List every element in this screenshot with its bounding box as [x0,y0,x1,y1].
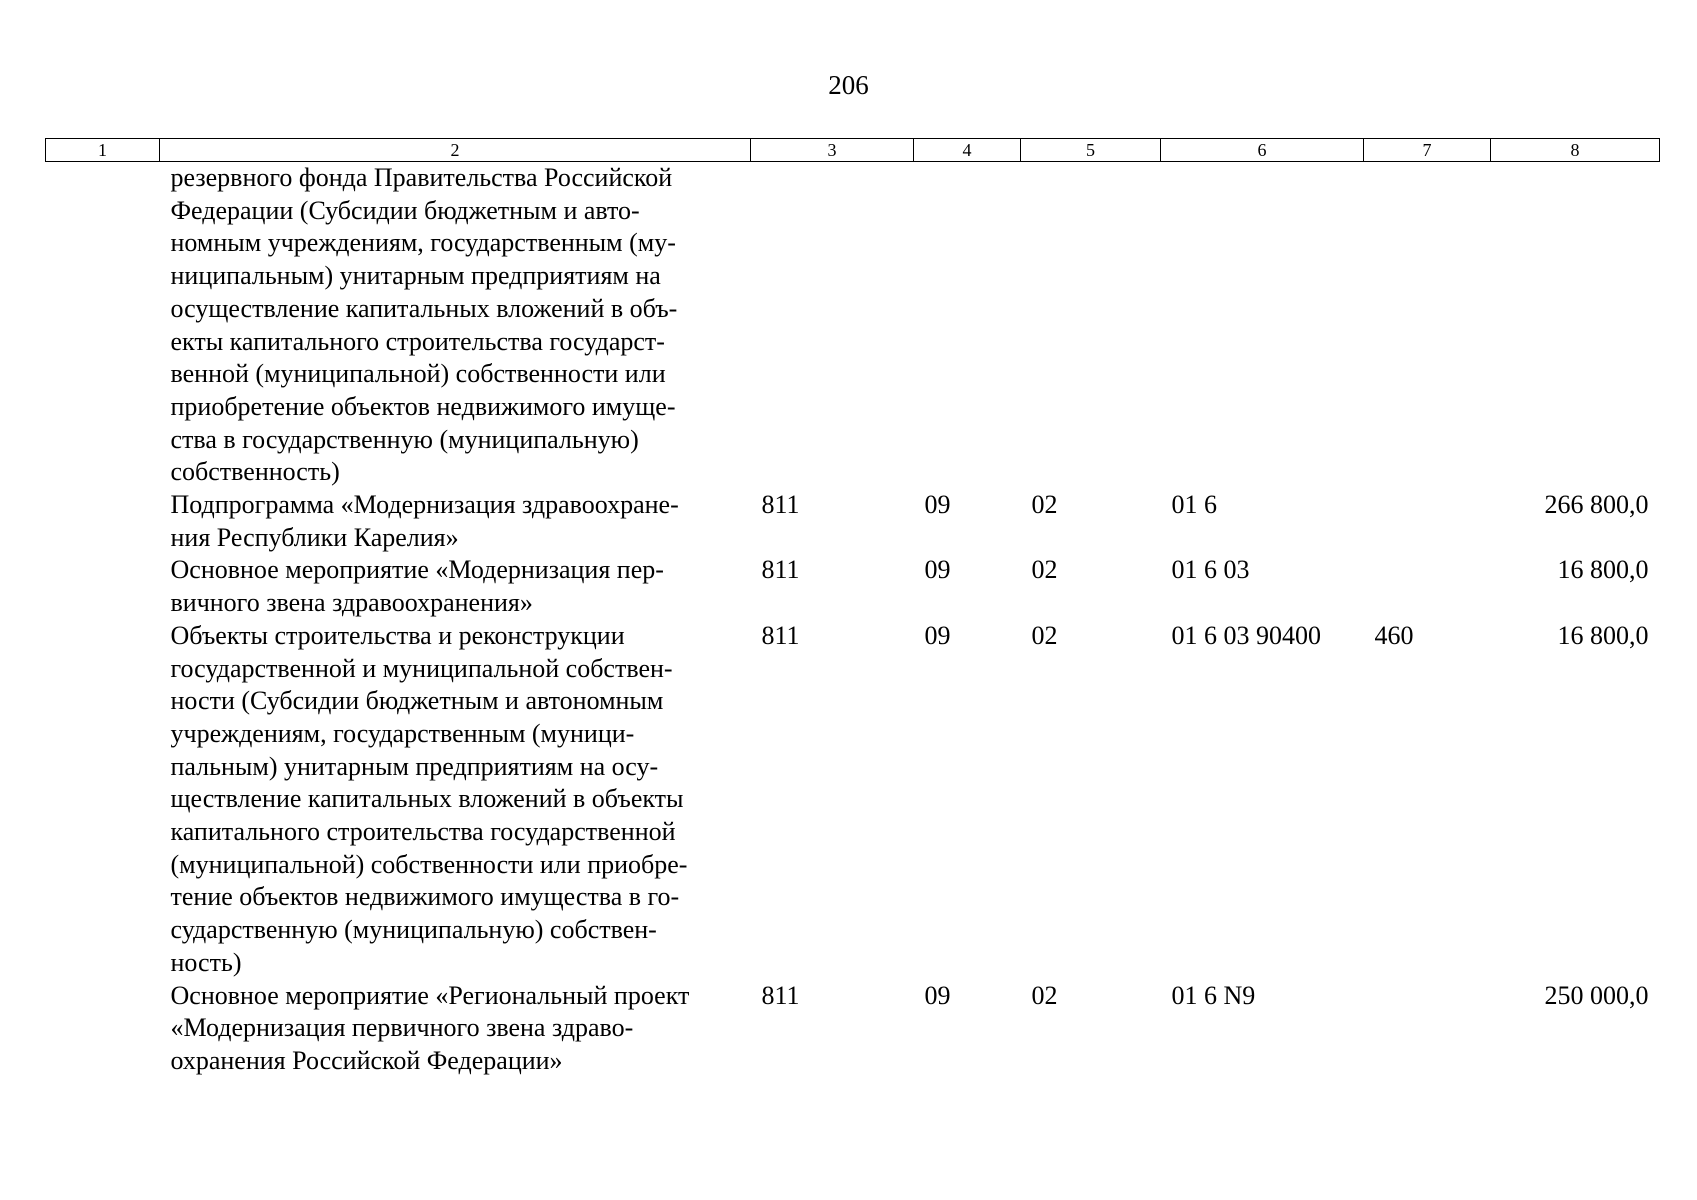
table-row [46,620,1660,980]
cell-col5: 02 [1031,620,1058,650]
cell-col3: 811 [761,620,800,650]
cell-col7 [1364,554,1491,619]
header-col-5: 5 [1021,139,1161,162]
cell-col4: 09 [924,980,951,1010]
header-col-1: 1 [46,139,160,162]
cell-col5 [1021,162,1161,490]
cell-col4: 09 [924,490,951,520]
cell-col5: 02 [1031,980,1058,1010]
cell-col7: 460 [1374,620,1414,650]
table-header [46,139,1660,162]
cell-amount: 250 000,0 [1544,980,1649,1010]
cell-description: Объекты строительства и реконструкции государственной и муниципальной собствен- ности (Субсидии бюджетным и автономным учреждениям, государственным (муници- пальным) унитарным предприятиям на осу- ществление капитальных вложений в объекты капитального строительства государственной (муниципальной) собственности или приобре- тение объектов недвижимого имущества в го- сударственную (муниципальную) собствен- ность) [170,620,688,977]
table-body [46,162,1660,1078]
cell-col5: 02 [1031,490,1058,520]
cell-col6: 01 6 03 [1171,555,1250,585]
cell-amount: 16 800,0 [1557,555,1649,585]
cell-col6 [1161,162,1364,490]
cell-col4: 09 [924,620,951,650]
cell-col7 [1364,162,1491,490]
cell-col1 [46,620,160,980]
cell-col4: 09 [924,555,951,585]
cell-col6: 01 6 [1171,490,1217,520]
cell-col4 [914,162,1021,490]
table-row [46,489,1660,554]
header-col-8: 8 [1491,139,1660,162]
header-row [46,139,1660,162]
header-col-3: 3 [751,139,914,162]
cell-col1 [46,554,160,619]
header-col-6: 6 [1161,139,1364,162]
budget-table [45,138,1660,1078]
cell-col5: 02 [1031,555,1058,585]
cell-col6: 01 6 N9 [1171,980,1256,1010]
cell-col7 [1364,489,1491,554]
cell-col1 [46,162,160,490]
cell-col3: 811 [761,980,800,1010]
table-row [46,980,1660,1078]
cell-description: Основное мероприятие «Региональный проект «Модернизация первичного звена здраво- охранения Российской Федерации» [170,980,690,1075]
cell-description: Подпрограмма «Модернизация здравоохране- ния Республики Карелия» [170,490,679,552]
header-col-7: 7 [1364,139,1491,162]
cell-col3: 811 [761,490,800,520]
cell-col3 [751,162,914,490]
cell-col1 [46,980,160,1078]
header-col-2: 2 [160,139,751,162]
cell-description: Основное мероприятие «Модернизация пер- вичного звена здравоохранения» [170,555,664,618]
cell-col1 [46,489,160,554]
cell-description: резервного фонда Правительства Российской Федерации (Субсидии бюджетным и авто- номным учреждениям, государственным (му- ниципальным) унитарным предприятиям на осуществление капитальных вложений в объ- екты капитального строительства государст- венной (муниципальной) собственности или приобретение объектов недвижимого имуще- ства в государственную (муниципальную) собственность) [170,163,678,487]
cell-col7 [1364,980,1491,1078]
header-col-4: 4 [914,139,1021,162]
cell-amount: 16 800,0 [1557,620,1649,650]
table-row [46,162,1660,490]
cell-col6: 01 6 03 90400 [1171,620,1321,650]
cell-amount: 266 800,0 [1544,490,1649,520]
table-row [46,554,1660,619]
page-number: 206 [828,70,869,100]
cell-amount [1491,162,1660,490]
cell-col3: 811 [761,555,800,585]
